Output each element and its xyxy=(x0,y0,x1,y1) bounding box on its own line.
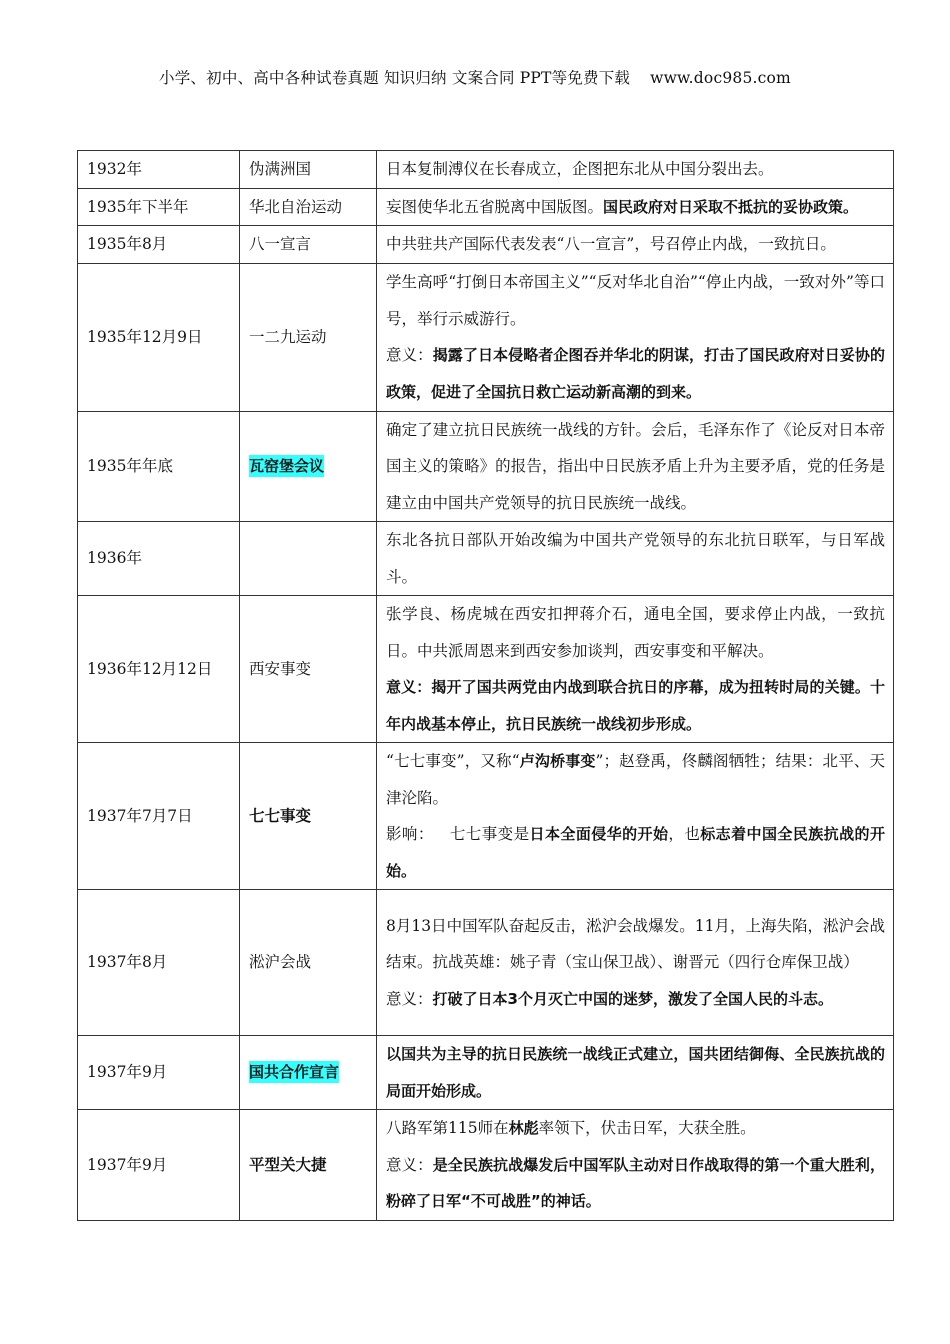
table-row xyxy=(78,151,894,189)
header-url[interactable]: www.doc985.com xyxy=(650,69,791,87)
date-cell: 1937年8月 xyxy=(78,890,240,1036)
date-cell: 1937年7月7日 xyxy=(78,743,240,890)
date-cell: 1935年8月 xyxy=(78,226,240,264)
table-row xyxy=(78,1036,894,1110)
event-cell: 国共合作宣言 xyxy=(240,1036,377,1110)
table-row xyxy=(78,188,894,226)
date-cell: 1937年9月 xyxy=(78,1110,240,1221)
date-cell: 1936年 xyxy=(78,522,240,596)
event-cell: 一二九运动 xyxy=(240,263,377,411)
desc-cell: 妄图使华北五省脱离中国版图。国民政府对日采取不抵抗的妥协政策。 xyxy=(377,188,894,226)
event-cell: 平型关大捷 xyxy=(240,1110,377,1221)
desc-cell: 8月13日中国军队奋起反击，淞沪会战爆发。11月，上海失陷，淞沪会战结束。抗战英雄：姚子青（宝山保卫战）、谢晋元（四行仓库保卫战） 意义：打破了日本3个月灭亡中国的迷梦，激发了全国人民的斗志。 xyxy=(377,890,894,1036)
event-cell: 华北自治运动 xyxy=(240,188,377,226)
table-row xyxy=(78,522,894,596)
table-row xyxy=(78,890,894,1036)
event-cell: 七七事变 xyxy=(240,743,377,890)
event-cell: 淞沪会战 xyxy=(240,890,377,1036)
table-row xyxy=(78,743,894,890)
desc-cell: 东北各抗日部队开始改编为中国共产党领导的东北抗日联军，与日军战斗。 xyxy=(377,522,894,596)
table-row xyxy=(78,596,894,743)
date-cell: 1932年 xyxy=(78,151,240,189)
date-cell: 1935年12月9日 xyxy=(78,263,240,411)
desc-cell: 八路军第115师在林彪率领下，伏击日军，大获全胜。 意义：是全民族抗战爆发后中国军队主动对日作战取得的第一个重大胜利，粉碎了日军“不可战胜”的神话。 xyxy=(377,1110,894,1221)
date-cell: 1935年下半年 xyxy=(78,188,240,226)
desc-cell: 学生高呼“打倒日本帝国主义”“反对华北自治”“停止内战，一致对外”等口号，举行示威游行。 意义：揭露了日本侵略者企图吞并华北的阴谋，打击了国民政府对日妥协的政策，促进了全国抗日救亡运动新高潮的到来。 xyxy=(377,263,894,411)
desc-cell: 日本复制溥仪在长春成立，企图把东北从中国分裂出去。 xyxy=(377,151,894,189)
desc-cell: 确定了建立抗日民族统一战线的方针。会后，毛泽东作了《论反对日本帝国主义的策略》的报告，指出中日民族矛盾上升为主要矛盾，党的任务是建立由中国共产党领导的抗日民族统一战线。 xyxy=(377,411,894,522)
page-header xyxy=(0,66,950,88)
event-cell: 瓦窑堡会议 xyxy=(240,411,377,522)
event-cell xyxy=(240,522,377,596)
table-row xyxy=(78,263,894,411)
date-cell: 1935年年底 xyxy=(78,411,240,522)
event-cell: 伪满洲国 xyxy=(240,151,377,189)
event-cell: 西安事变 xyxy=(240,596,377,743)
table-row xyxy=(78,226,894,264)
event-cell: 八一宣言 xyxy=(240,226,377,264)
desc-cell: 中共驻共产国际代表发表“八一宣言”，号召停止内战，一致抗日。 xyxy=(377,226,894,264)
desc-cell: 张学良、杨虎城在西安扣押蒋介石，通电全国，要求停止内战，一致抗日。中共派周恩来到西安参加谈判，西安事变和平解决。 意义：揭开了国共两党由内战到联合抗日的序幕，成为扭转时局的关键。十年内战基本停止，抗日民族统一战线初步形成。 xyxy=(377,596,894,743)
desc-cell: “七七事变”，又称“卢沟桥事变”；赵登禹，佟麟阁牺牲；结果：北平、天津沦陷。 影响： 七七事变是日本全面侵华的开始，也标志着中国全民族抗战的开始。 xyxy=(377,743,894,890)
date-cell: 1937年9月 xyxy=(78,1036,240,1110)
table-row xyxy=(78,1110,894,1221)
desc-cell: 以国共为主导的抗日民族统一战线正式建立，国共团结御侮、全民族抗战的局面开始形成。 xyxy=(377,1036,894,1110)
history-table xyxy=(77,150,894,1221)
date-cell: 1936年12月12日 xyxy=(78,596,240,743)
header-text: 小学、初中、高中各种试卷真题 知识归纳 文案合同 PPT等免费下载 xyxy=(159,69,631,87)
table-row xyxy=(78,411,894,522)
